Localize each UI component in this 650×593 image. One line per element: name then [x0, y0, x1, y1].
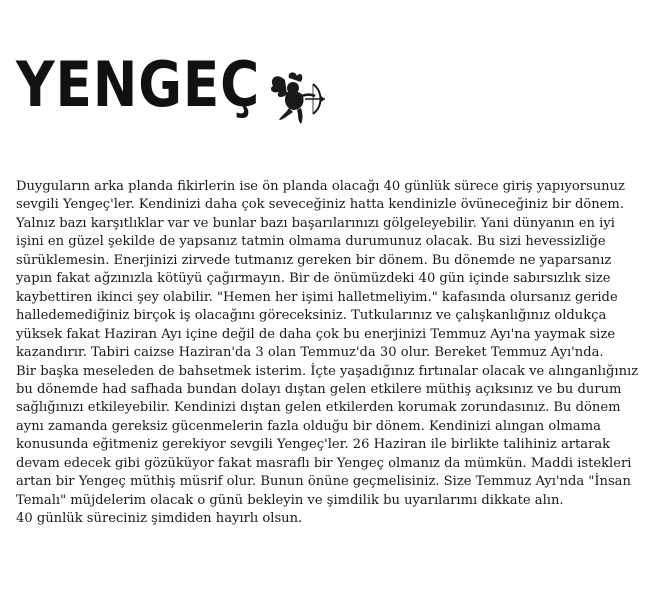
header: [16, 44, 300, 121]
article-line: 40 günlük süreciniz şimdiden hayırlı olsun.: [16, 511, 303, 527]
article-line: Temalı" müjdelerim olacak o günü bekleyin ve şimdilik bu uyarılarımı dikkate alın.: [16, 492, 564, 508]
article-line: konusunda eğitmeniz gerekiyor sevgili Yengeç'ler. 26 Haziran ile birlikte talihiniz artarak: [16, 437, 611, 453]
article-line: sağlığınızı etkileyebilir. Kendinizi dıştan gelen etkilerden korumak zorundasınız. Bu dönem: [16, 400, 621, 416]
article-line: Bir başka meseleden de bahsetmek isterim. İçte yaşadığınız fırtınalar olacak ve alınganlığınız: [16, 363, 639, 379]
cupid-with-bow-icon: [267, 70, 327, 130]
article-line: devam edecek gibi gözüküyor fakat masraflı bir Yengeç olmanız da mümkün. Maddi istekleri: [16, 455, 632, 471]
article-line: Duyguların arka planda fikirlerin ise ön planda olacağı 40 günlük sürece giriş yapıyorsunuz: [16, 179, 625, 194]
page-title: YENGEÇ: [16, 48, 261, 121]
article-body: [16, 178, 638, 529]
article-line: sürüklemesin. Enerjinizi zirvede tutmanız gereken bir dönem. Bu dönemde ne yaparsanız: [16, 252, 612, 268]
article-line: kaybettiren ikinci şey olabilir. "Hemen her işimi halletmeliyim." kafasında olursanız geride: [16, 289, 618, 305]
article-line: aynı zamanda gereksiz gücenmelerin fazla olduğu bir dönem. Kendinizi alıngan olmama: [16, 418, 601, 434]
article-line: sevgili Yengeç'ler. Kendinizi daha çok seveceğiniz hatta kendinizle övüneceğiniz bir dönem.: [16, 197, 624, 213]
article-line: Yalnız bazı karşıtlıklar var ve bunlar bazı başarılarınızı gölgeleyebilir. Yani dünyanın en iyi: [16, 215, 615, 231]
article-line: işini en güzel şekilde de yapsanız tatmin olmama durumunuz olacak. Bu sizi hevessizliğe: [16, 234, 606, 250]
article-line: yüksek fakat Haziran Ayı içine değil de daha çok bu enerjinizi Temmuz Ayı'na yaymak size: [16, 326, 616, 342]
article-line: yapın fakat ağzınızla kötüyü çağırmayın. Bir de önümüzdeki 40 gün içinde sabırsızlık size: [16, 271, 611, 287]
article-line: halledemediğiniz birçok iş olacağını göreceksiniz. Tutkularınız ve çalışkanlığınız oldukça: [16, 308, 607, 324]
article-line: bu dönemde had safhada bundan dolayı dıştan gelen etkilere müthiş açıksınız ve bu durum: [16, 381, 622, 397]
article-line: kazandırır. Tabiri caizse Haziran'da 3 olan Temmuz'da 30 olur. Bereket Temmuz Ayı'nda.: [16, 345, 604, 361]
article-line: artan bir Yengeç müthiş müsrif olur. Bunun önüne geçmelisiniz. Size Temmuz Ayı'nda "İnsan: [16, 474, 631, 490]
